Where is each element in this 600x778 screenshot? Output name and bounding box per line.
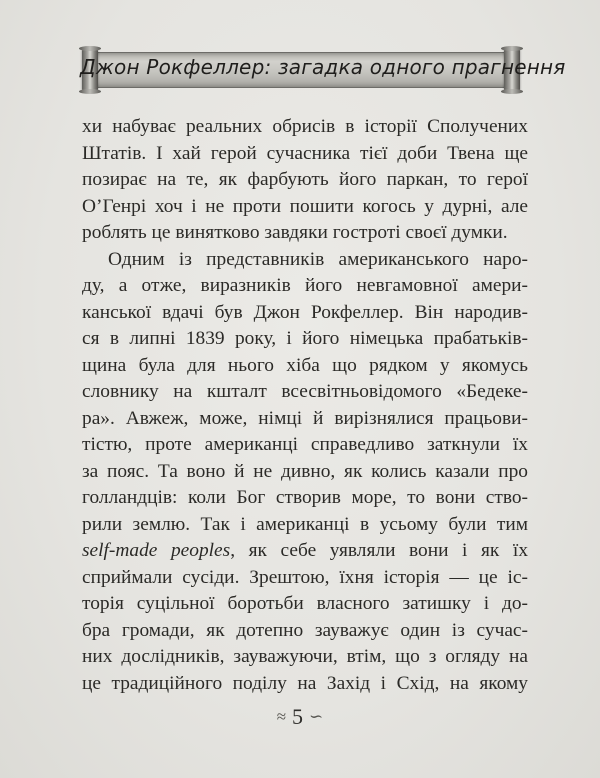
text-line: позирає на те, як фарбують його паркан, то герої xyxy=(82,169,528,190)
text-line: торія суцільної боротьби власного затишку і до- xyxy=(82,593,528,614)
text-line: роблять це винятково завдяки гостроті своєї думки. xyxy=(82,222,508,243)
text-line: словнику на кшталт всесвітньовідомого «Бедеке- xyxy=(82,381,528,402)
text-line: хи набуває реальних обрисів в історії Сполучених xyxy=(82,116,528,137)
text-line: Штатів. І хай герой сучасника тієї доби Твена ще xyxy=(82,142,528,164)
text-line: них дослідників, зауважуючи, втім, що з огляду на xyxy=(82,646,528,667)
text-line: тістю, проте американці справедливо заткнули їх xyxy=(82,434,528,455)
text-line: ся в липні 1839 року, і його німецька прабатьків- xyxy=(82,328,528,349)
text-line: канської вдачі був Джон Рокфеллер. Він народив- xyxy=(82,301,528,323)
header-scroll-banner xyxy=(80,48,566,92)
text-line: сприймали сусіди. Зрештою, їхня історія — це іс- xyxy=(82,566,528,588)
text-line: це традиційного поділу на Захід і Схід, на якому xyxy=(82,672,528,694)
right-flourish-icon: ∽ xyxy=(309,707,324,726)
text-line: ра». Авжеж, може, німці й вирізнялися працьови- xyxy=(82,407,528,429)
text-line: О’Генрі хоч і не проти пошити когось у дурні, але xyxy=(82,195,528,217)
text-line: рили землю. Так і американці в усьому були тим xyxy=(82,513,528,535)
body-text xyxy=(82,114,528,697)
page-number: 5 xyxy=(292,704,304,729)
text-line: щина була для нього хіба що рядком у якомусь xyxy=(82,354,528,376)
page-number-footer xyxy=(0,704,600,730)
text-line: ду, а отже, виразників його невгамовної амери- xyxy=(82,275,528,296)
paragraph-start-line: Одним із представників американського наро- xyxy=(108,248,528,270)
left-flourish-icon: ≈ xyxy=(276,707,287,726)
text-line-mixed xyxy=(82,538,528,565)
text-line: голландців: коли Бог створив море, то вони ство- xyxy=(82,487,528,508)
text-run: , як себе уявляли вони і як їх xyxy=(230,540,529,561)
italic-phrase: self-made peoples xyxy=(82,540,231,561)
text-line: бра громади, як дотепно зауважує один із сучас- xyxy=(82,619,528,641)
running-header-title: Джон Рокфеллер: загадка одного прагнення xyxy=(80,55,566,79)
text-line: за пояс. Та воно й не дивно, як колись казали про xyxy=(82,460,528,482)
